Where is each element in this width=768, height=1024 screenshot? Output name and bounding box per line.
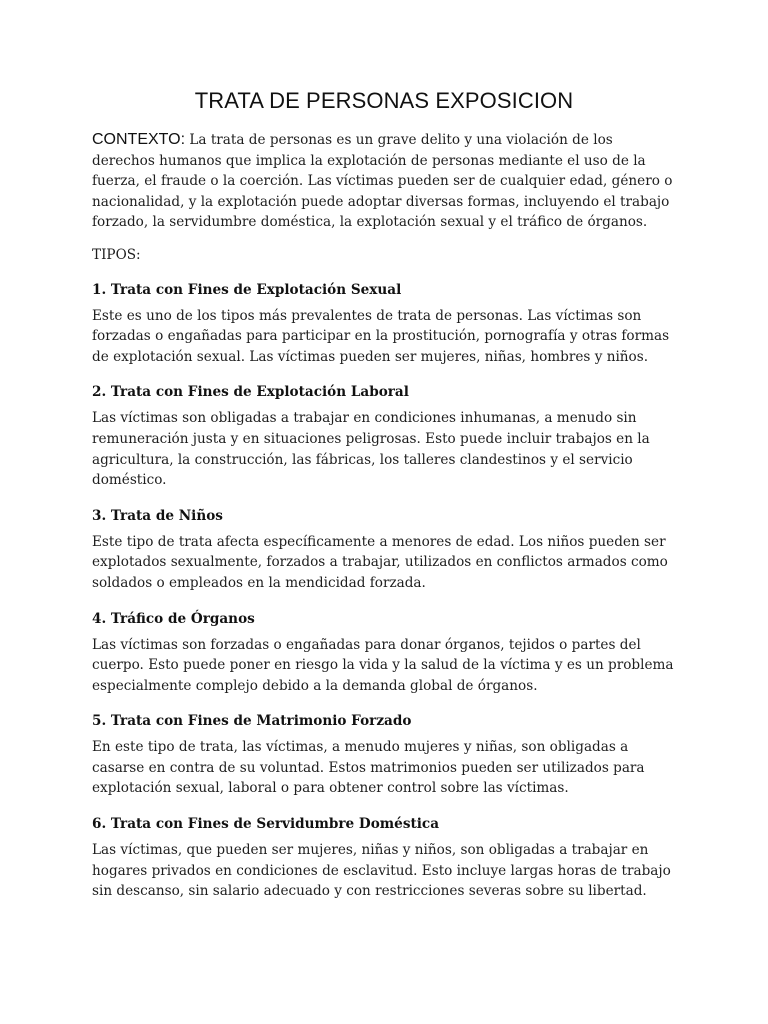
section-text: Este es uno de los tipos más prevalentes de trata de personas. Las víctimas son forzadas o engañadas para participar en la prostitución, pornografía y otras formas de explotación sexual. Las víctimas pueden ser mujeres, niñas, hombres y niños. — [92, 307, 670, 365]
section-text: Este tipo de trata afecta específicamente a menores de edad. Los niños pueden ser explotados sexualmente, forzados a trabajar, utilizados en conflictos armados como soldados o empleados en la mendicidad forzada. — [92, 533, 668, 591]
section-heading: 2. Trata con Fines de Explotación Laboral — [92, 384, 409, 401]
section-heading: 5. Trata con Fines de Matrimonio Forzado — [92, 713, 412, 730]
section-6 — [92, 814, 676, 902]
section-1 — [92, 280, 676, 368]
document-title: TRATA DE PERSONAS EXPOSICION — [194, 88, 574, 113]
section-5 — [92, 711, 676, 799]
context-paragraph — [92, 130, 676, 233]
section-4 — [92, 609, 676, 697]
context-text: La trata de personas es un grave delito y una violación de los derechos humanos que implica la explotación de personas mediante el uso de la fuerza, el fraude o la coerción. Las víctimas pueden ser de cualquier edad, género o nacionalidad, y la explotación puede adoptar diversas formas, incluyendo el trabajo forzado, la servidumbre doméstica, la explotación sexual y el tráfico de órganos. — [92, 132, 673, 231]
section-text: Las víctimas son forzadas o engañadas para donar órganos, tejidos o partes del cuerpo. Esto puede poner en riesgo la vida y la salud de la víctima y es un problema especialmente complejo debido a la demanda global de órganos. — [92, 636, 674, 694]
section-heading: 3. Trata de Niños — [92, 507, 223, 524]
section-heading: 4. Tráfico de Órganos — [92, 610, 255, 627]
section-text: Las víctimas son obligadas a trabajar en condiciones inhumanas, a menudo sin remuneración justa y en situaciones peligrosas. Esto puede incluir trabajos en la agricultura, la construcción, las fábricas, los talleres clandestinos y el servicio doméstico. — [92, 410, 650, 489]
context-label: CONTEXTO: — [92, 131, 186, 148]
tipos-label: TIPOS: — [92, 246, 141, 263]
section-3 — [92, 506, 676, 594]
section-text: Las víctimas, que pueden ser mujeres, niñas y niños, son obligadas a trabajar en hogares privados en condiciones de esclavitud. Esto incluye largas horas de trabajo sin descanso, sin salario adecuado y con restricciones severas sobre su libertad. — [92, 842, 671, 900]
section-text: En este tipo de trata, las víctimas, a menudo mujeres y niñas, son obligadas a casarse en contra de su voluntad. Estos matrimonios pueden ser utilizados para explotación sexual, laboral o para obtener control sobre las víctimas. — [92, 739, 645, 797]
section-heading: 1. Trata con Fines de Explotación Sexual — [92, 281, 402, 298]
section-2 — [92, 382, 676, 490]
section-heading: 6. Trata con Fines de Servidumbre Doméstica — [92, 816, 439, 833]
